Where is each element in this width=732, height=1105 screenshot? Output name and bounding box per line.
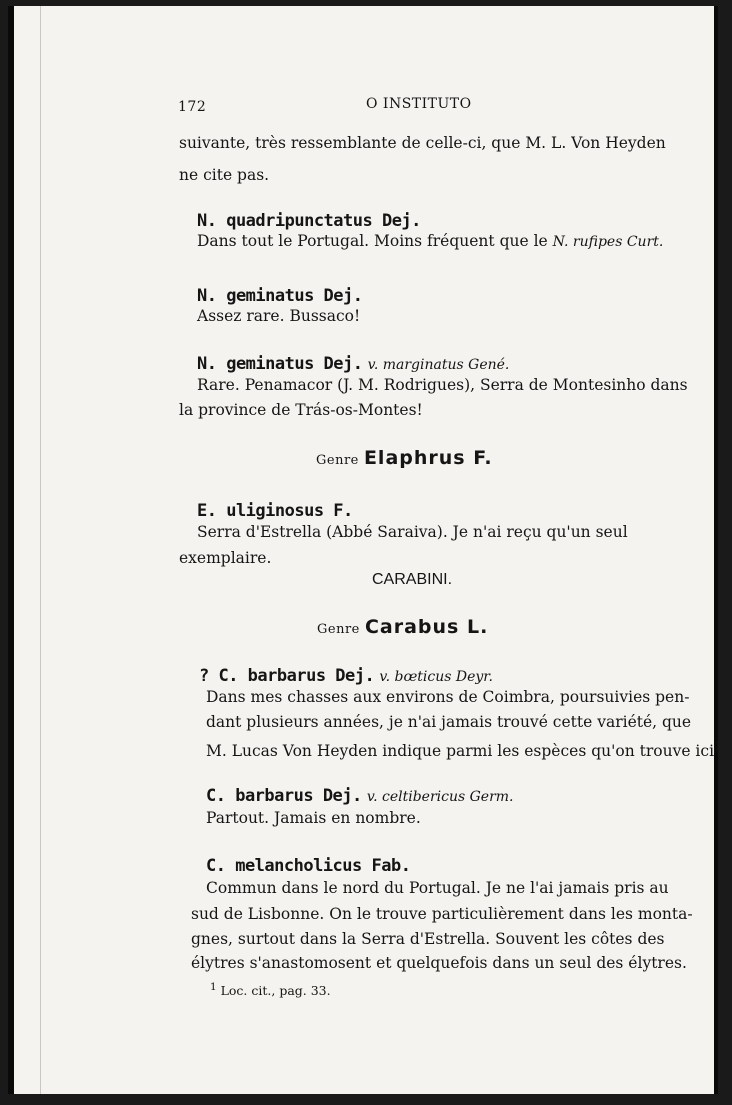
species-heading: N. geminatus Dej. xyxy=(197,354,363,374)
section-title: CARABINI. xyxy=(372,571,453,588)
genre-label: Genre xyxy=(316,453,359,468)
genre-heading xyxy=(316,447,493,469)
cross-reference: N. rufipes Curt. xyxy=(552,234,664,250)
species-description: Partout. Jamais en nombre. xyxy=(206,809,421,827)
book-page xyxy=(8,6,722,1094)
species-description: élytres s'anastomosent et quelquefois dans un seul des élytres. xyxy=(191,954,687,972)
species-description xyxy=(197,234,663,250)
description-text: M. Lucas Von Heyden indique parmi les espèces qu'on trouve ici xyxy=(206,742,715,761)
species-description: dant plusieurs années, je n'ai jamais trouvé cette variété, que xyxy=(206,713,692,731)
page-number: 172 xyxy=(178,99,207,115)
species-description: Serra d'Estrella (Abbé Saraiva). Je n'ai reçu qu'un seul xyxy=(197,523,628,541)
opening-line-1: suivante, très ressemblante de celle-ci, que M. L. Von Heyden xyxy=(179,134,666,152)
species-heading: N. quadripunctatus Dej. xyxy=(197,211,421,231)
species-heading-line xyxy=(197,354,509,374)
footnote-reference: 1 xyxy=(714,738,722,753)
opening-line-2: ne cite pas. xyxy=(179,166,270,184)
species-description: Dans mes chasses aux environs de Coimbra, poursuivies pen- xyxy=(206,688,690,706)
species-description: la province de Trás-os-Montes! xyxy=(179,401,423,419)
genre-name: Carabus L. xyxy=(364,616,489,638)
variety-name: v. bœticus Deyr. xyxy=(379,669,493,685)
running-title: O INSTITUTO xyxy=(366,96,472,112)
species-description xyxy=(206,740,722,760)
species-heading-line xyxy=(199,666,493,686)
species-heading: N. geminatus Dej. xyxy=(197,286,363,306)
species-heading: E. uliginosus F. xyxy=(197,501,353,521)
genre-label: Genre xyxy=(317,622,360,637)
species-heading-line xyxy=(206,786,514,806)
species-description: Rare. Penamacor (J. M. Rodrigues), Serra de Montesinho dans xyxy=(197,376,688,394)
species-heading: C. barbarus Dej. xyxy=(206,786,362,806)
species-description: Assez rare. Bussaco! xyxy=(197,307,361,325)
species-description: exemplaire. xyxy=(179,549,272,567)
species-heading: ? C. barbarus Dej. xyxy=(199,666,375,686)
genre-name: Elaphrus F. xyxy=(363,447,493,469)
description-text: Dans tout le Portugal. Moins fréquent que le xyxy=(197,232,548,250)
species-description: sud de Lisbonne. On le trouve particulièrement dans les monta- xyxy=(191,905,693,923)
footnote xyxy=(210,981,331,998)
genre-heading xyxy=(317,616,488,638)
species-description: gnes, surtout dans la Serra d'Estrella. Souvent les côtes des xyxy=(191,930,665,948)
species-description: Commun dans le nord du Portugal. Je ne l'ai jamais pris au xyxy=(206,879,669,897)
variety-name: v. celtibericus Germ. xyxy=(366,789,514,805)
species-heading: C. melancholicus Fab. xyxy=(206,856,411,876)
footnote-mark: 1 xyxy=(210,981,217,993)
footnote-text: Loc. cit., pag. 33. xyxy=(220,983,331,999)
variety-name: v. marginatus Gené. xyxy=(367,357,510,373)
